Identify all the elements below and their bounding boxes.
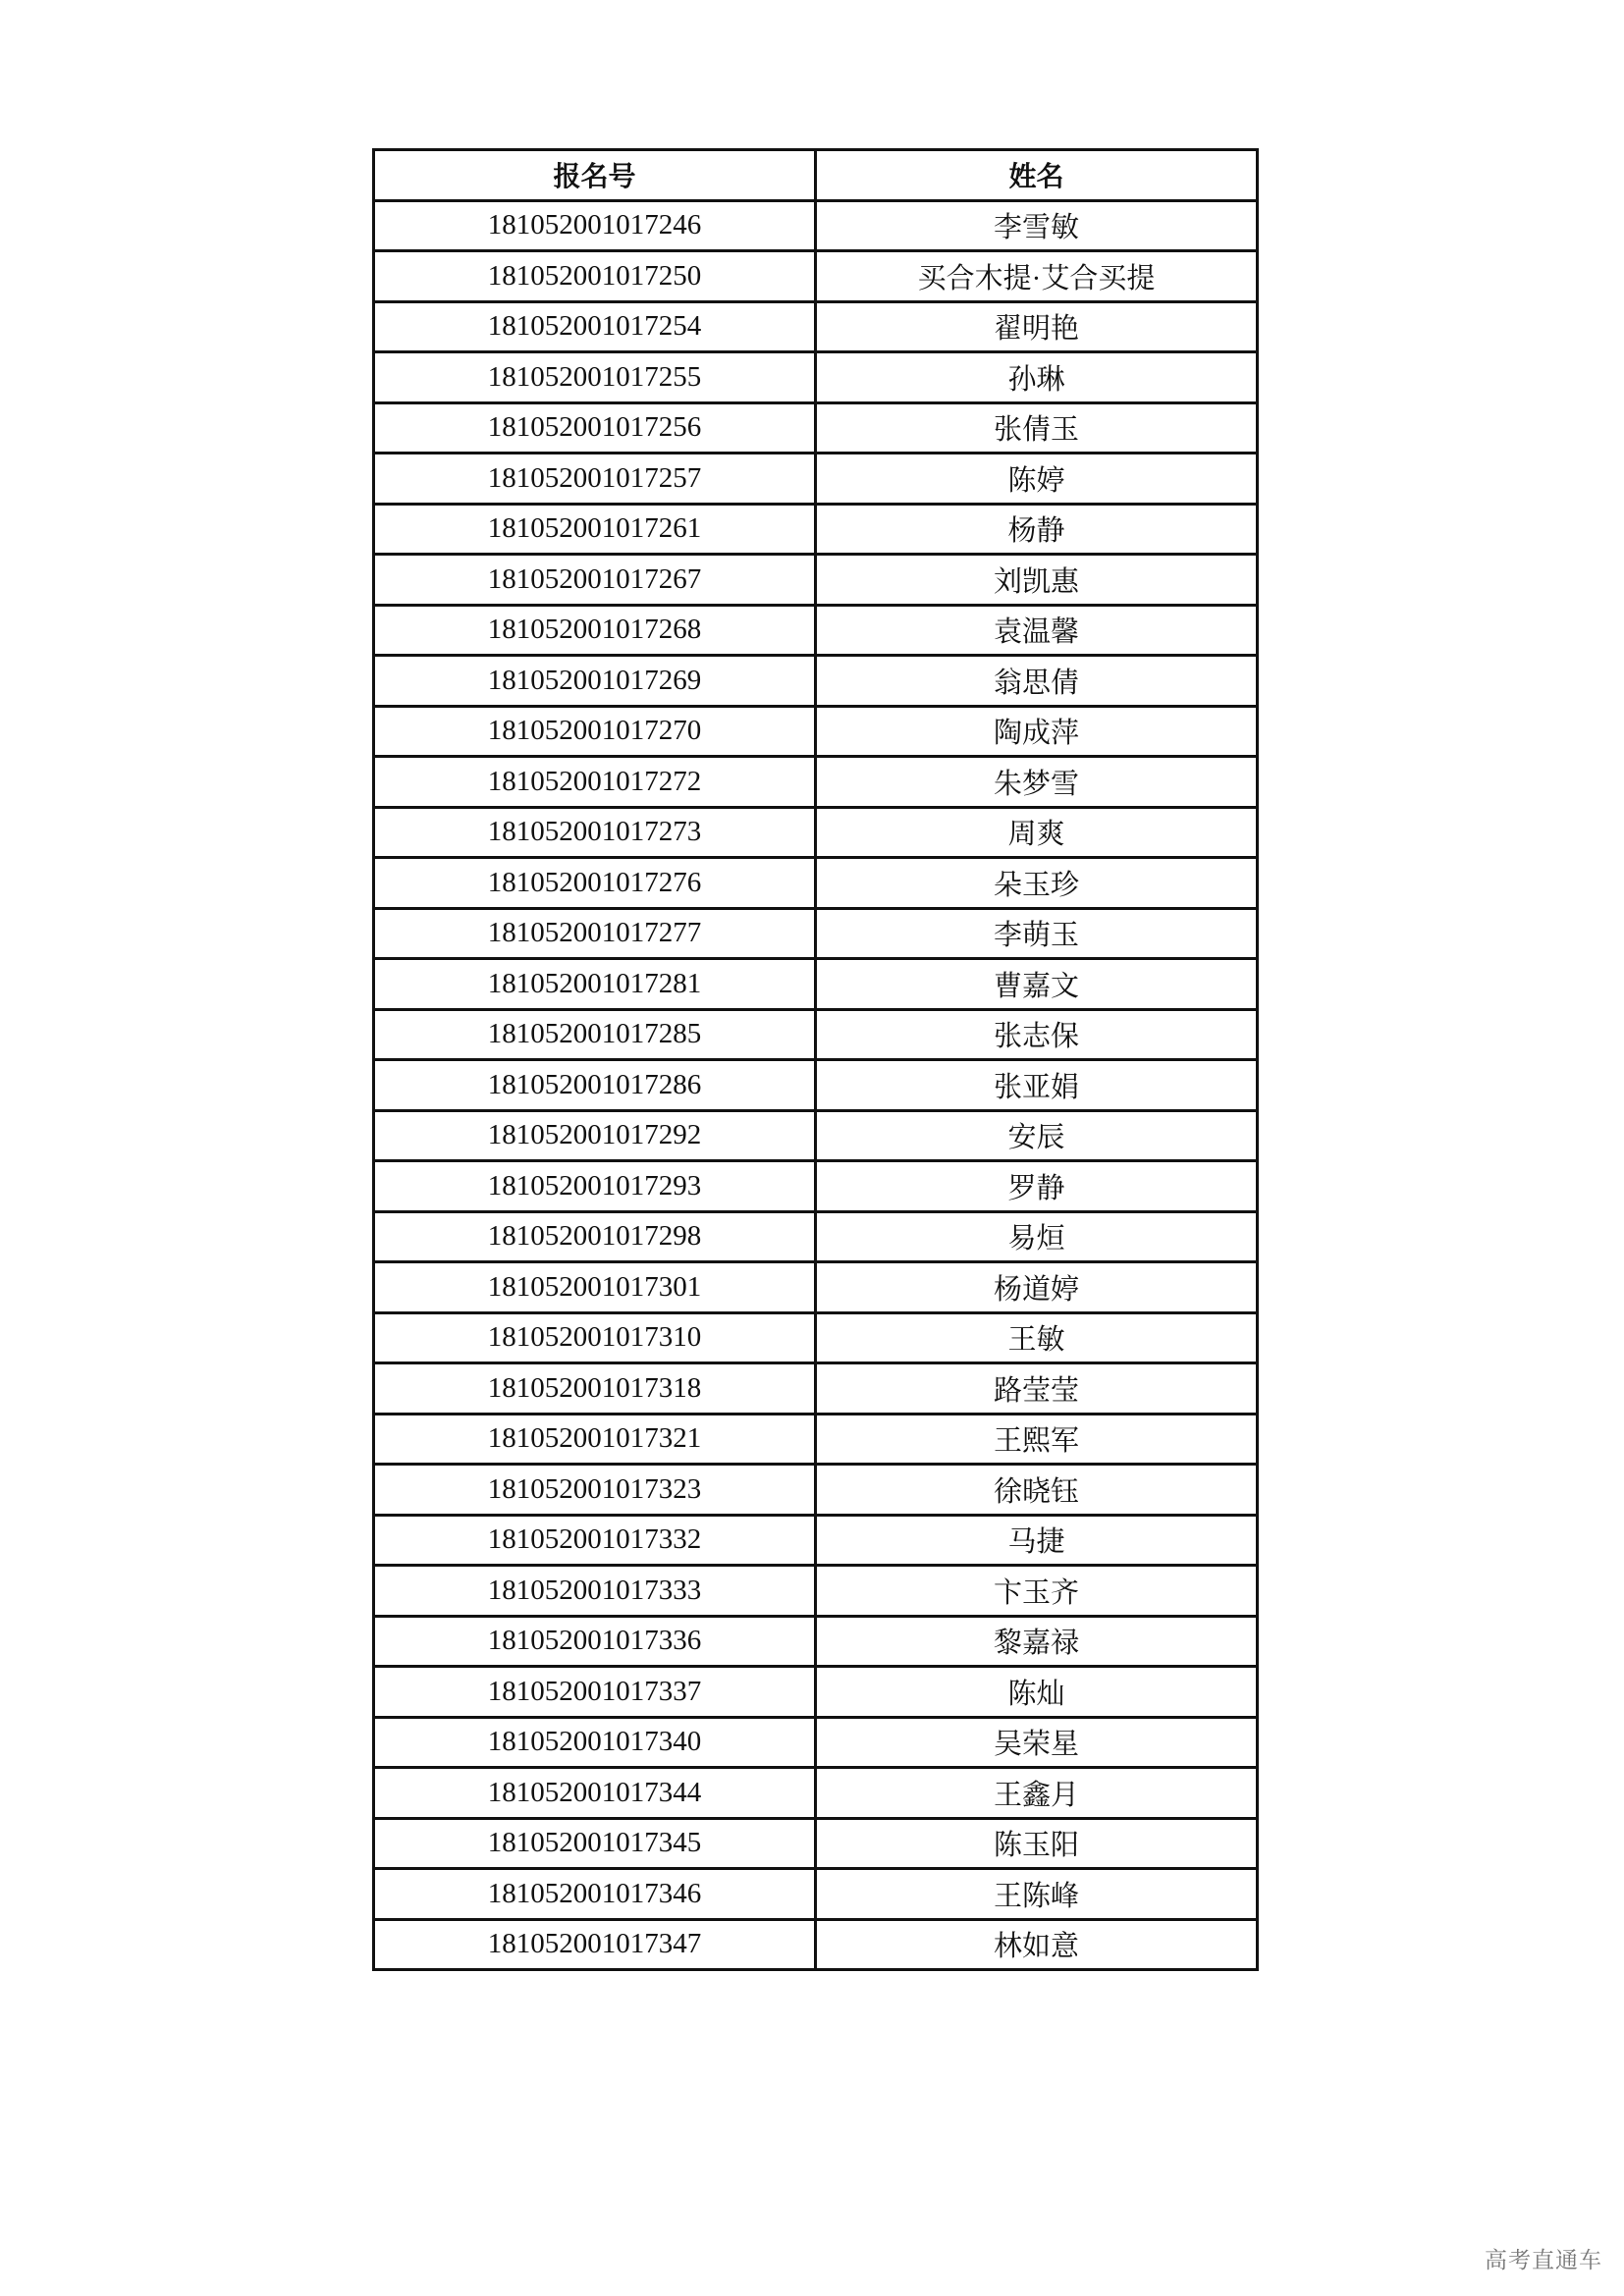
name-cell: 卞玉齐 [816,1566,1258,1617]
name-cell: 陈婷 [816,454,1258,505]
name-cell: 易烜 [816,1211,1258,1262]
table-row [374,1919,1258,1970]
table-row [374,555,1258,606]
name-cell: 翁思倩 [816,656,1258,707]
header-name: 姓名 [816,150,1258,201]
registration-number-cell: 181052001017323 [374,1465,816,1516]
name-cell: 孙琳 [816,352,1258,403]
registration-number-cell: 181052001017318 [374,1363,816,1415]
name-cell: 袁温馨 [816,605,1258,656]
registration-number-cell: 181052001017277 [374,908,816,959]
table-row [374,1009,1258,1060]
registration-number-cell: 181052001017270 [374,706,816,757]
name-cell: 翟明艳 [816,301,1258,352]
table-row [374,858,1258,909]
candidate-table [372,148,1259,1971]
registration-number-cell: 181052001017344 [374,1768,816,1819]
table-body [374,200,1258,1970]
watermark: 高考直通车 [1485,2248,1602,2273]
name-cell: 王敏 [816,1312,1258,1363]
table-row [374,1161,1258,1212]
name-cell: 林如意 [816,1919,1258,1970]
name-cell: 罗静 [816,1161,1258,1212]
name-cell: 买合木提·艾合买提 [816,251,1258,302]
table-row [374,1363,1258,1415]
table-row [374,200,1258,251]
registration-number-cell: 181052001017261 [374,504,816,555]
registration-number-cell: 181052001017347 [374,1919,816,1970]
name-cell: 张志保 [816,1009,1258,1060]
table-row [374,807,1258,858]
registration-number-cell: 181052001017246 [374,200,816,251]
table-row [374,352,1258,403]
table-row [374,1616,1258,1667]
name-cell: 陶成萍 [816,706,1258,757]
header-registration-number: 报名号 [374,150,816,201]
registration-number-cell: 181052001017250 [374,251,816,302]
table-row [374,454,1258,505]
name-cell: 朱梦雪 [816,757,1258,808]
name-cell: 陈灿 [816,1667,1258,1718]
table-row [374,1869,1258,1920]
table-row [374,1566,1258,1617]
table-header-row [374,150,1258,201]
table-row [374,1818,1258,1869]
registration-number-cell: 181052001017285 [374,1009,816,1060]
registration-number-cell: 181052001017346 [374,1869,816,1920]
name-cell: 刘凯惠 [816,555,1258,606]
table-row [374,1667,1258,1718]
registration-number-cell: 181052001017255 [374,352,816,403]
table-row [374,1110,1258,1161]
table-row [374,1414,1258,1465]
registration-number-cell: 181052001017301 [374,1262,816,1313]
registration-number-cell: 181052001017310 [374,1312,816,1363]
registration-number-cell: 181052001017281 [374,959,816,1010]
registration-number-cell: 181052001017269 [374,656,816,707]
table-row [374,1060,1258,1111]
name-cell: 吴荣星 [816,1717,1258,1768]
table-row [374,504,1258,555]
registration-number-cell: 181052001017286 [374,1060,816,1111]
registration-number-cell: 181052001017267 [374,555,816,606]
name-cell: 安辰 [816,1110,1258,1161]
name-cell: 徐晓钰 [816,1465,1258,1516]
name-cell: 王熙军 [816,1414,1258,1465]
table-row [374,251,1258,302]
table-row [374,605,1258,656]
registration-number-cell: 181052001017254 [374,301,816,352]
registration-number-cell: 181052001017336 [374,1616,816,1667]
table-row [374,959,1258,1010]
table-row [374,1515,1258,1566]
registration-number-cell: 181052001017276 [374,858,816,909]
name-cell: 路莹莹 [816,1363,1258,1415]
registration-number-cell: 181052001017293 [374,1161,816,1212]
registration-number-cell: 181052001017256 [374,402,816,454]
registration-number-cell: 181052001017340 [374,1717,816,1768]
name-cell: 杨静 [816,504,1258,555]
name-cell: 王鑫月 [816,1768,1258,1819]
table-row [374,1262,1258,1313]
registration-number-cell: 181052001017292 [374,1110,816,1161]
table-row [374,402,1258,454]
name-cell: 朵玉珍 [816,858,1258,909]
table-row [374,908,1258,959]
registration-number-cell: 181052001017268 [374,605,816,656]
name-cell: 杨道婷 [816,1262,1258,1313]
registration-number-cell: 181052001017272 [374,757,816,808]
registration-number-cell: 181052001017321 [374,1414,816,1465]
registration-number-cell: 181052001017332 [374,1515,816,1566]
name-cell: 李萌玉 [816,908,1258,959]
table-row [374,656,1258,707]
name-cell: 周爽 [816,807,1258,858]
registration-number-cell: 181052001017337 [374,1667,816,1718]
table-row [374,1465,1258,1516]
name-cell: 张亚娟 [816,1060,1258,1111]
registration-number-cell: 181052001017345 [374,1818,816,1869]
table-row [374,757,1258,808]
name-cell: 陈玉阳 [816,1818,1258,1869]
table-row [374,1768,1258,1819]
registration-number-cell: 181052001017257 [374,454,816,505]
name-cell: 张倩玉 [816,402,1258,454]
table-row [374,1312,1258,1363]
registration-number-cell: 181052001017273 [374,807,816,858]
name-cell: 王陈峰 [816,1869,1258,1920]
table-row [374,1717,1258,1768]
table-row [374,301,1258,352]
name-cell: 曹嘉文 [816,959,1258,1010]
table-row [374,1211,1258,1262]
name-cell: 黎嘉禄 [816,1616,1258,1667]
name-cell: 马捷 [816,1515,1258,1566]
registration-number-cell: 181052001017333 [374,1566,816,1617]
table-row [374,706,1258,757]
name-cell: 李雪敏 [816,200,1258,251]
registration-number-cell: 181052001017298 [374,1211,816,1262]
